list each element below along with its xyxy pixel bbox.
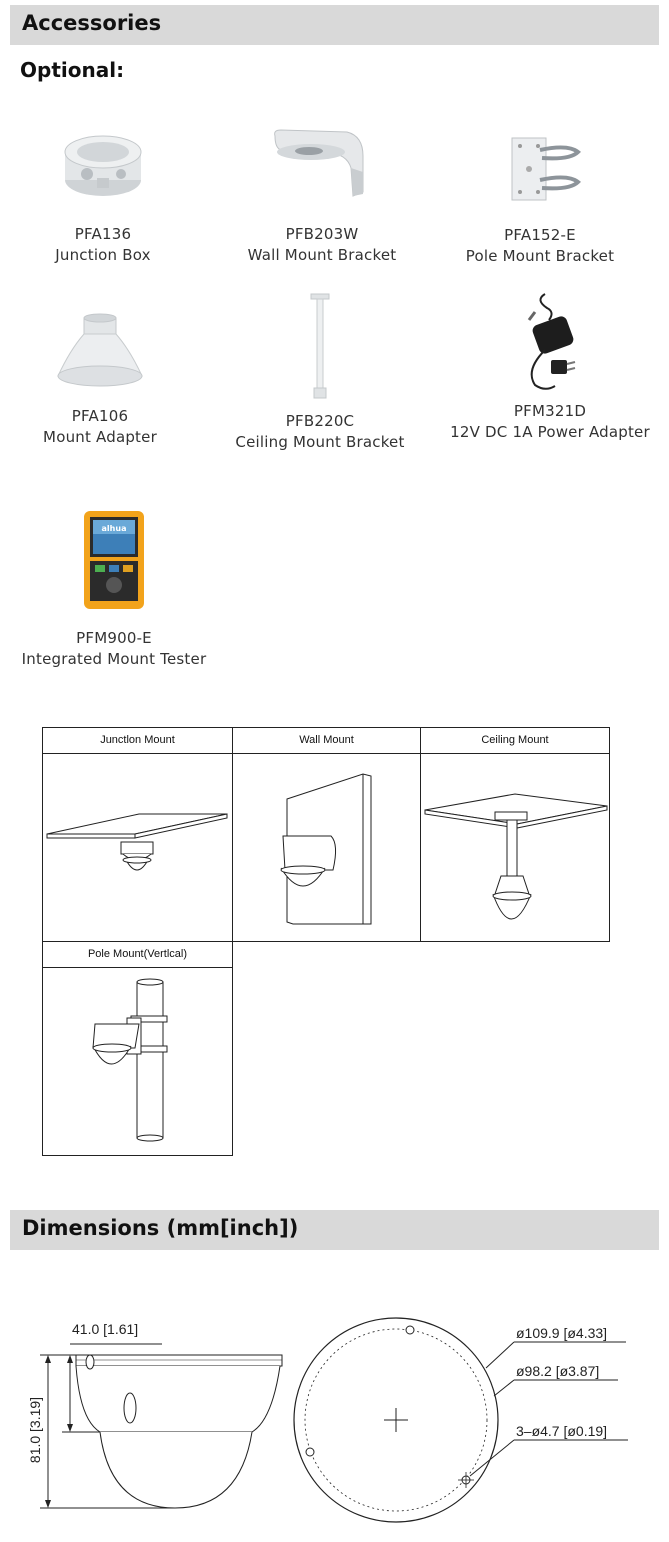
accessories-header <box>10 5 659 45</box>
depth-label: 41.0 [1.61] <box>72 1321 139 1337</box>
junction-mount-cell <box>42 727 233 942</box>
junction-mount-diagram <box>43 754 232 942</box>
item-code: PFM321D <box>513 402 587 420</box>
accessory-pfa136 <box>0 122 213 266</box>
mount-adapter-image <box>50 310 150 400</box>
item-desc: Ceiling Mount Bracket <box>235 433 405 451</box>
item-code: PFM900-E <box>76 629 152 647</box>
accessory-pfa152e <box>430 122 650 267</box>
pole-mount-diagram <box>43 968 232 1156</box>
ceiling-mount-diagram <box>421 754 609 942</box>
junction-box-image <box>53 122 153 222</box>
inner-diameter-label: ø98.2 [ø3.87] <box>516 1363 600 1379</box>
accessory-pfb203w <box>212 122 432 266</box>
accessory-pfm900e <box>4 507 224 670</box>
dimension-drawing <box>0 1300 669 1530</box>
height-label: 81.0 [3.19] <box>27 1396 43 1464</box>
item-desc: Junction Box <box>55 246 151 264</box>
item-desc: Integrated Mount Tester <box>21 650 207 668</box>
item-desc: Mount Adapter <box>43 428 157 446</box>
side-view <box>40 1344 282 1508</box>
dimensions-header <box>10 1210 659 1250</box>
ceiling-mount-header: Ceiling Mount <box>421 728 609 754</box>
item-code: PFA136 <box>74 225 132 243</box>
wall-mount-diagram <box>233 754 420 942</box>
pole-bracket-image <box>490 122 590 222</box>
outer-diameter-label: ø109.9 [ø4.33] <box>516 1325 608 1341</box>
item-code: PFA152-E <box>504 226 576 244</box>
dimensions-title: Dimensions (mm[inch]) <box>22 1216 299 1240</box>
top-view <box>294 1318 628 1522</box>
pole-mount-cell <box>42 941 233 1156</box>
item-code: PFB220C <box>285 412 355 430</box>
item-desc: 12V DC 1A Power Adapter <box>450 423 650 441</box>
power-adapter-image <box>505 290 595 395</box>
accessory-pfm321d <box>440 290 660 443</box>
ceiling-mount-cell <box>420 727 610 942</box>
accessory-pfb220c <box>210 292 430 453</box>
accessories-title: Accessories <box>22 11 162 35</box>
item-desc: Pole Mount Bracket <box>465 247 615 265</box>
item-code: PFB203W <box>285 225 359 243</box>
optional-label: Optional: <box>20 58 125 82</box>
tester-brand: alhua <box>101 524 127 533</box>
item-desc: Wall Mount Bracket <box>247 246 397 264</box>
mount-tester-image <box>74 507 154 613</box>
wall-bracket-image <box>267 122 377 222</box>
wall-mount-header: Wall Mount <box>233 728 420 754</box>
junction-mount-header: Junctlon Mount <box>43 728 232 754</box>
ceiling-bracket-image <box>300 292 340 402</box>
holes-label: 3–ø4.7 [ø0.19] <box>516 1423 608 1439</box>
item-code: PFA106 <box>71 407 129 425</box>
pole-mount-header: Pole Mount(Vertlcal) <box>43 942 232 968</box>
wall-mount-cell <box>232 727 421 942</box>
accessory-pfa106 <box>0 310 210 448</box>
